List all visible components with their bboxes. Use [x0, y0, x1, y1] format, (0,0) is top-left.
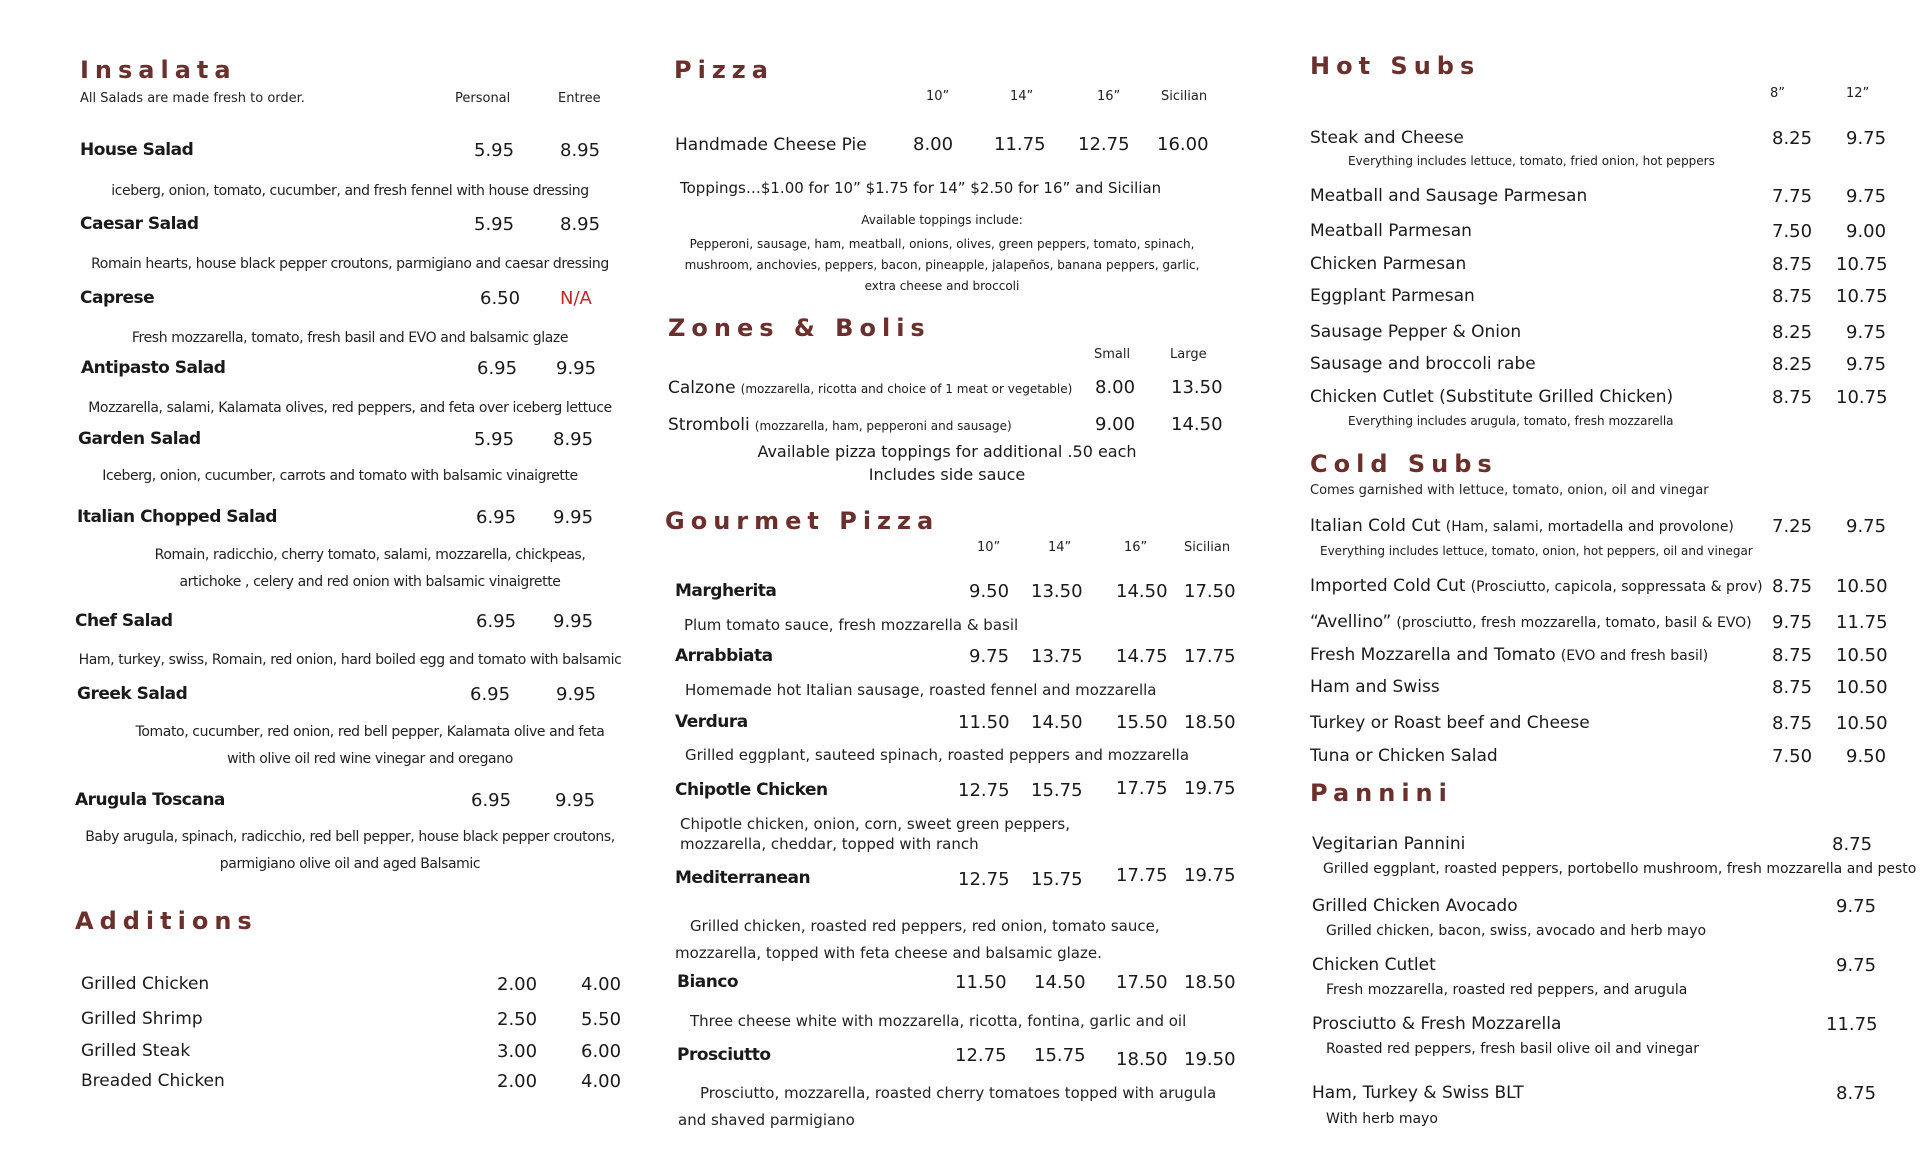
pannini-name: Chicken Cutlet: [1312, 955, 1436, 975]
coldsub-price-12: 9.75: [1846, 516, 1887, 537]
salad-personal-price: 6.95: [476, 507, 517, 528]
zone-price-large: 14.50: [1171, 414, 1223, 435]
gourmet-price: 14.50: [1031, 712, 1083, 733]
insalata-title: Insalata: [80, 56, 237, 84]
hotsub-price-12: 10.75: [1836, 387, 1888, 408]
pannini-name: Grilled Chicken Avocado: [1312, 896, 1518, 916]
zones-note-sauce: Includes side sauce: [868, 465, 1026, 484]
gourmet-price: 12.75: [955, 1045, 1007, 1066]
addition-price-small: 3.00: [497, 1041, 538, 1062]
gourmet-desc: Plum tomato sauce, fresh mozzarella & basil: [684, 616, 1019, 634]
hotsub-price-8: 8.25: [1772, 322, 1813, 343]
zone-detail: (mozzarella, ricotta and choice of 1 meat or vegetable): [740, 382, 1073, 396]
coldsub-detail: (Ham, salami, mortadella and provolone): [1445, 519, 1734, 535]
salad-name: Greek Salad: [77, 684, 188, 704]
toppings-list: Pepperoni, sausage, ham, meatball, onions, olives, green peppers, tomato, spinach, mushroom, anchovies, peppers, bacon, pineapple, jalapeños, banana peppers, garlic, extra cheese and broccoli: [684, 237, 1200, 293]
hotsub-price-12: 9.75: [1846, 354, 1887, 375]
coldsub-name: Turkey or Roast beef and Cheese: [1310, 713, 1590, 733]
gourmet-desc: Grilled chicken, roasted red peppers, red onion, tomato sauce, mozzarella, topped with feta cheese and balsamic glaze.: [675, 917, 1160, 962]
zone-name: Stromboli: [668, 415, 750, 435]
coldsub-price-12: 10.50: [1836, 713, 1888, 734]
hotsub-price-12: 10.75: [1836, 286, 1888, 307]
cheese-pie-name: Handmade Cheese Pie: [675, 135, 867, 155]
salad-entree-price: 9.95: [556, 358, 597, 379]
salad-personal-price: 6.50: [480, 288, 521, 309]
salad-desc: Tomato, cucumber, red onion, red bell pepper, Kalamata olive and feta with olive oil red wine vinegar and oregano: [135, 724, 605, 767]
salad-personal-price: 5.95: [474, 140, 515, 161]
addition-price-large: 4.00: [581, 1071, 622, 1092]
hotsub-price-8: 8.75: [1772, 254, 1813, 275]
addition-name: Grilled Steak: [81, 1041, 191, 1061]
salad-desc: Ham, turkey, swiss, Romain, red onion, hard boiled egg and tomato with balsamic: [78, 652, 622, 668]
hotsub-price-8: 8.25: [1772, 354, 1813, 375]
pannini-name: Ham, Turkey & Swiss BLT: [1312, 1083, 1524, 1103]
pannini-price: 9.75: [1836, 955, 1877, 976]
hotsub-name: Sausage and broccoli rabe: [1310, 354, 1536, 374]
gourmet-price: 18.50: [1184, 972, 1236, 993]
zone-item: [668, 378, 1072, 398]
insalata-col-personal: Personal: [455, 91, 511, 106]
hotsubs-size-12: 12”: [1846, 86, 1870, 101]
gourmet-price: 17.75: [1116, 865, 1168, 886]
pizza-size-10: 10”: [926, 89, 950, 104]
gourmet-price: 17.50: [1116, 972, 1168, 993]
coldsub-name: Imported Cold Cut: [1310, 576, 1466, 596]
salad-desc: Fresh mozzarella, tomato, fresh basil and EVO and balsamic glaze: [131, 330, 569, 346]
pannini-price: 8.75: [1832, 834, 1873, 855]
coldsub-price-12: 9.50: [1846, 746, 1887, 767]
salad-desc: Baby arugula, spinach, radicchio, red bell pepper, house black pepper croutons, parmigiano olive oil and aged Balsamic: [85, 829, 615, 872]
hotsub-name: Eggplant Parmesan: [1310, 286, 1475, 306]
coldsub-price-8: 8.75: [1772, 576, 1813, 597]
salad-personal-price: 6.95: [471, 790, 512, 811]
gourmet-desc: Grilled eggplant, sauteed spinach, roasted peppers and mozzarella: [685, 746, 1190, 764]
gourmet-price: 14.50: [1116, 581, 1168, 602]
gourmet-price: 15.50: [1116, 712, 1168, 733]
hotsub-name: Meatball Parmesan: [1310, 221, 1472, 241]
zone-name: Calzone: [668, 378, 736, 398]
zones-col-large: Large: [1170, 347, 1207, 362]
gourmet-price: 15.75: [1034, 1045, 1086, 1066]
gourmet-name: Verdura: [675, 712, 748, 732]
gourmet-size-sicilian: Sicilian: [1184, 540, 1231, 555]
zone-item: [668, 415, 1012, 435]
addition-price-small: 2.00: [497, 1071, 538, 1092]
pannini-price: 11.75: [1826, 1014, 1878, 1035]
gourmet-title: Gourmet Pizza: [665, 507, 940, 535]
gourmet-name: Margherita: [675, 581, 777, 601]
coldsub-item: [1310, 612, 1752, 632]
hotsub-price-8: 8.25: [1772, 128, 1813, 149]
addition-price-small: 2.50: [497, 1009, 538, 1030]
gourmet-price: 19.75: [1184, 778, 1236, 799]
hotsub-price-12: 9.75: [1846, 186, 1887, 207]
zone-price-small: 9.00: [1095, 414, 1136, 435]
coldsub-detail: (EVO and fresh basil): [1560, 648, 1709, 664]
salad-name: Italian Chopped Salad: [77, 507, 277, 527]
gourmet-desc: Chipotle chicken, onion, corn, sweet green peppers, mozzarella, cheddar, topped with ranch: [680, 815, 1070, 853]
hotsub-price-12: 10.75: [1836, 254, 1888, 275]
toppings-heading: Available toppings include:: [861, 213, 1023, 227]
coldsub-name: Ham and Swiss: [1310, 677, 1440, 697]
salad-entree-price: 8.95: [560, 214, 601, 235]
gourmet-price: 14.75: [1116, 646, 1168, 667]
gourmet-price: 14.50: [1034, 972, 1086, 993]
salad-desc: Romain, radicchio, cherry tomato, salami, mozzarella, chickpeas, artichoke , celery and red onion with balsamic vinaigrette: [154, 547, 586, 590]
pizza-size-sicilian: Sicilian: [1161, 89, 1208, 104]
hotsub-name: Meatball and Sausage Parmesan: [1310, 186, 1588, 206]
gourmet-desc: Three cheese white with mozzarella, ricotta, fontina, garlic and oil: [690, 1012, 1187, 1030]
pannini-desc: Fresh mozzarella, roasted red peppers, and arugula: [1326, 982, 1688, 998]
hotsub-name: Chicken Parmesan: [1310, 254, 1467, 274]
coldsub-item: [1310, 576, 1763, 596]
pannini-title: Pannini: [1310, 779, 1453, 807]
addition-price-large: 4.00: [581, 974, 622, 995]
gourmet-price: 12.75: [958, 780, 1010, 801]
gourmet-price: 17.75: [1116, 778, 1168, 799]
hotsub-price-8: 8.75: [1772, 387, 1813, 408]
salad-personal-price: 6.95: [470, 684, 511, 705]
salad-name: Caesar Salad: [80, 214, 199, 234]
gourmet-price: 19.50: [1184, 1049, 1236, 1070]
hotsub-name: Steak and Cheese: [1310, 128, 1464, 148]
salad-entree-price: 9.95: [553, 611, 594, 632]
pannini-name: Prosciutto & Fresh Mozzarella: [1312, 1014, 1562, 1034]
coldsub-price-8: 7.50: [1772, 746, 1813, 767]
hotsub-name: Chicken Cutlet (Substitute Grilled Chicken): [1310, 387, 1674, 407]
hotsub-price-8: 7.75: [1772, 186, 1813, 207]
coldsub-name: “Avellino”: [1310, 612, 1392, 632]
gourmet-price: 9.75: [969, 646, 1010, 667]
insalata-note: All Salads are made fresh to order.: [80, 91, 305, 106]
coldsub-name: Italian Cold Cut: [1310, 516, 1441, 536]
coldsub-detail: (Prosciutto, capicola, soppressata & prov): [1470, 579, 1763, 595]
coldsub-name: Fresh Mozzarella and Tomato: [1310, 645, 1556, 665]
coldsubs-note: Comes garnished with lettuce, tomato, onion, oil and vinegar: [1310, 483, 1709, 498]
zones-col-small: Small: [1094, 347, 1131, 362]
pannini-price: 8.75: [1836, 1083, 1877, 1104]
gourmet-size-16: 16”: [1124, 540, 1148, 555]
zones-title: Zones & Bolis: [668, 314, 931, 342]
gourmet-name: Mediterranean: [675, 868, 811, 888]
hotsub-price-8: 7.50: [1772, 221, 1813, 242]
salad-personal-price: 5.95: [474, 214, 515, 235]
gourmet-price: 13.50: [1031, 581, 1083, 602]
salad-desc: iceberg, onion, tomato, cucumber, and fresh fennel with house dressing: [111, 183, 589, 199]
hotsubs-size-8: 8”: [1770, 86, 1786, 101]
salad-entree-price: 9.95: [555, 790, 596, 811]
coldsub-detail: (prosciutto, fresh mozzarella, tomato, basil & EVO): [1396, 615, 1752, 631]
gourmet-price: 18.50: [1116, 1049, 1168, 1070]
gourmet-price: 9.50: [969, 581, 1010, 602]
gourmet-price: 11.50: [958, 712, 1010, 733]
pannini-name: Vegitarian Pannini: [1312, 834, 1466, 854]
coldsub-price-12: 10.50: [1836, 677, 1888, 698]
zone-price-large: 13.50: [1171, 377, 1223, 398]
addition-price-large: 5.50: [581, 1009, 622, 1030]
coldsub-price-12: 11.75: [1836, 612, 1888, 633]
pizza-size-16: 16”: [1097, 89, 1121, 104]
gourmet-price: 15.75: [1031, 780, 1083, 801]
pannini-desc: With herb mayo: [1326, 1111, 1438, 1127]
gourmet-price: 17.50: [1184, 581, 1236, 602]
gourmet-name: Chipotle Chicken: [675, 780, 828, 800]
gourmet-name: Prosciutto: [677, 1045, 771, 1065]
addition-name: Grilled Chicken: [81, 974, 210, 994]
salad-name: Arugula Toscana: [75, 790, 225, 810]
addition-price-large: 6.00: [581, 1041, 622, 1062]
pizza-size-14: 14”: [1010, 89, 1034, 104]
gourmet-size-14: 14”: [1048, 540, 1072, 555]
cheese-pie-price: 8.00: [913, 134, 954, 155]
insalata-col-entree: Entree: [558, 91, 601, 106]
coldsub-price-8: 9.75: [1772, 612, 1813, 633]
zone-price-small: 8.00: [1095, 377, 1136, 398]
gourmet-size-10: 10”: [977, 540, 1001, 555]
hotsub-note: Everything includes lettuce, tomato, fried onion, hot peppers: [1348, 154, 1715, 168]
pannini-desc: Grilled eggplant, roasted peppers, portobello mushroom, fresh mozzarella and pesto: [1323, 861, 1917, 877]
salad-entree-price: 9.95: [553, 507, 594, 528]
salad-name: House Salad: [80, 140, 194, 160]
hotsub-note: Everything includes arugula, tomato, fresh mozzarella: [1348, 414, 1674, 428]
gourmet-price: 19.75: [1184, 865, 1236, 886]
gourmet-desc: Homemade hot Italian sausage, roasted fennel and mozzarella: [685, 681, 1157, 699]
salad-entree-price: 9.95: [556, 684, 597, 705]
coldsub-price-8: 8.75: [1772, 677, 1813, 698]
cheese-pie-price: 12.75: [1078, 134, 1130, 155]
pizza-title: Pizza: [674, 56, 774, 84]
pannini-price: 9.75: [1836, 896, 1877, 917]
addition-price-small: 2.00: [497, 974, 538, 995]
hotsubs-title: Hot Subs: [1310, 52, 1481, 80]
gourmet-price: 13.75: [1031, 646, 1083, 667]
gourmet-desc: Prosciutto, mozzarella, roasted cherry tomatoes topped with arugula and shaved parmigiano: [678, 1084, 1217, 1129]
salad-personal-price: 6.95: [477, 358, 518, 379]
salad-personal-price: 6.95: [476, 611, 517, 632]
additions-title: Additions: [75, 907, 258, 935]
gourmet-name: Bianco: [677, 972, 739, 992]
hotsub-name: Sausage Pepper & Onion: [1310, 322, 1522, 342]
zone-detail: (mozzarella, ham, pepperoni and sausage): [754, 419, 1012, 433]
salad-entree-price: N/A: [560, 288, 592, 309]
gourmet-price: 17.75: [1184, 646, 1236, 667]
coldsub-price-8: 8.75: [1772, 713, 1813, 734]
coldsubs-title: Cold Subs: [1310, 450, 1498, 478]
hotsub-price-8: 8.75: [1772, 286, 1813, 307]
toppings-price: Toppings…$1.00 for 10” $1.75 for 14” $2.50 for 16” and Sicilian: [680, 179, 1162, 197]
cheese-pie-price: 16.00: [1157, 134, 1209, 155]
coldsub-price-8: 8.75: [1772, 645, 1813, 666]
hotsub-price-12: 9.75: [1846, 128, 1887, 149]
pannini-desc: Roasted red peppers, fresh basil olive oil and vinegar: [1326, 1041, 1699, 1057]
coldsub-note: Everything includes lettuce, tomato, onion, hot peppers, oil and vinegar: [1320, 544, 1753, 558]
gourmet-name: Arrabbiata: [675, 646, 773, 666]
salad-name: Chef Salad: [75, 611, 173, 631]
zones-note-toppings: Available pizza toppings for additional .50 each: [757, 442, 1137, 461]
gourmet-price: 11.50: [955, 972, 1007, 993]
pannini-desc: Grilled chicken, bacon, swiss, avocado and herb mayo: [1326, 923, 1707, 939]
salad-desc: Romain hearts, house black pepper croutons, parmigiano and caesar dressing: [91, 256, 609, 272]
salad-entree-price: 8.95: [553, 429, 594, 450]
gourmet-price: 18.50: [1184, 712, 1236, 733]
salad-name: Caprese: [80, 288, 155, 308]
salad-entree-price: 8.95: [560, 140, 601, 161]
addition-name: Breaded Chicken: [81, 1071, 225, 1091]
addition-name: Grilled Shrimp: [81, 1009, 203, 1029]
coldsub-item: [1310, 516, 1734, 536]
salad-desc: Iceberg, onion, cucumber, carrots and tomato with balsamic vinaigrette: [102, 468, 578, 484]
salad-desc: Mozzarella, salami, Kalamata olives, red peppers, and feta over iceberg lettuce: [88, 400, 612, 416]
coldsub-name: Tuna or Chicken Salad: [1310, 746, 1498, 766]
hotsub-price-12: 9.00: [1846, 221, 1887, 242]
gourmet-price: 12.75: [958, 869, 1010, 890]
hotsub-price-12: 9.75: [1846, 322, 1887, 343]
cheese-pie-price: 11.75: [994, 134, 1046, 155]
coldsub-price-12: 10.50: [1836, 645, 1888, 666]
salad-name: Antipasto Salad: [81, 358, 226, 378]
coldsub-item: [1310, 645, 1708, 665]
coldsub-price-8: 7.25: [1772, 516, 1813, 537]
coldsub-price-12: 10.50: [1836, 576, 1888, 597]
gourmet-price: 15.75: [1031, 869, 1083, 890]
salad-name: Garden Salad: [78, 429, 201, 449]
salad-personal-price: 5.95: [474, 429, 515, 450]
